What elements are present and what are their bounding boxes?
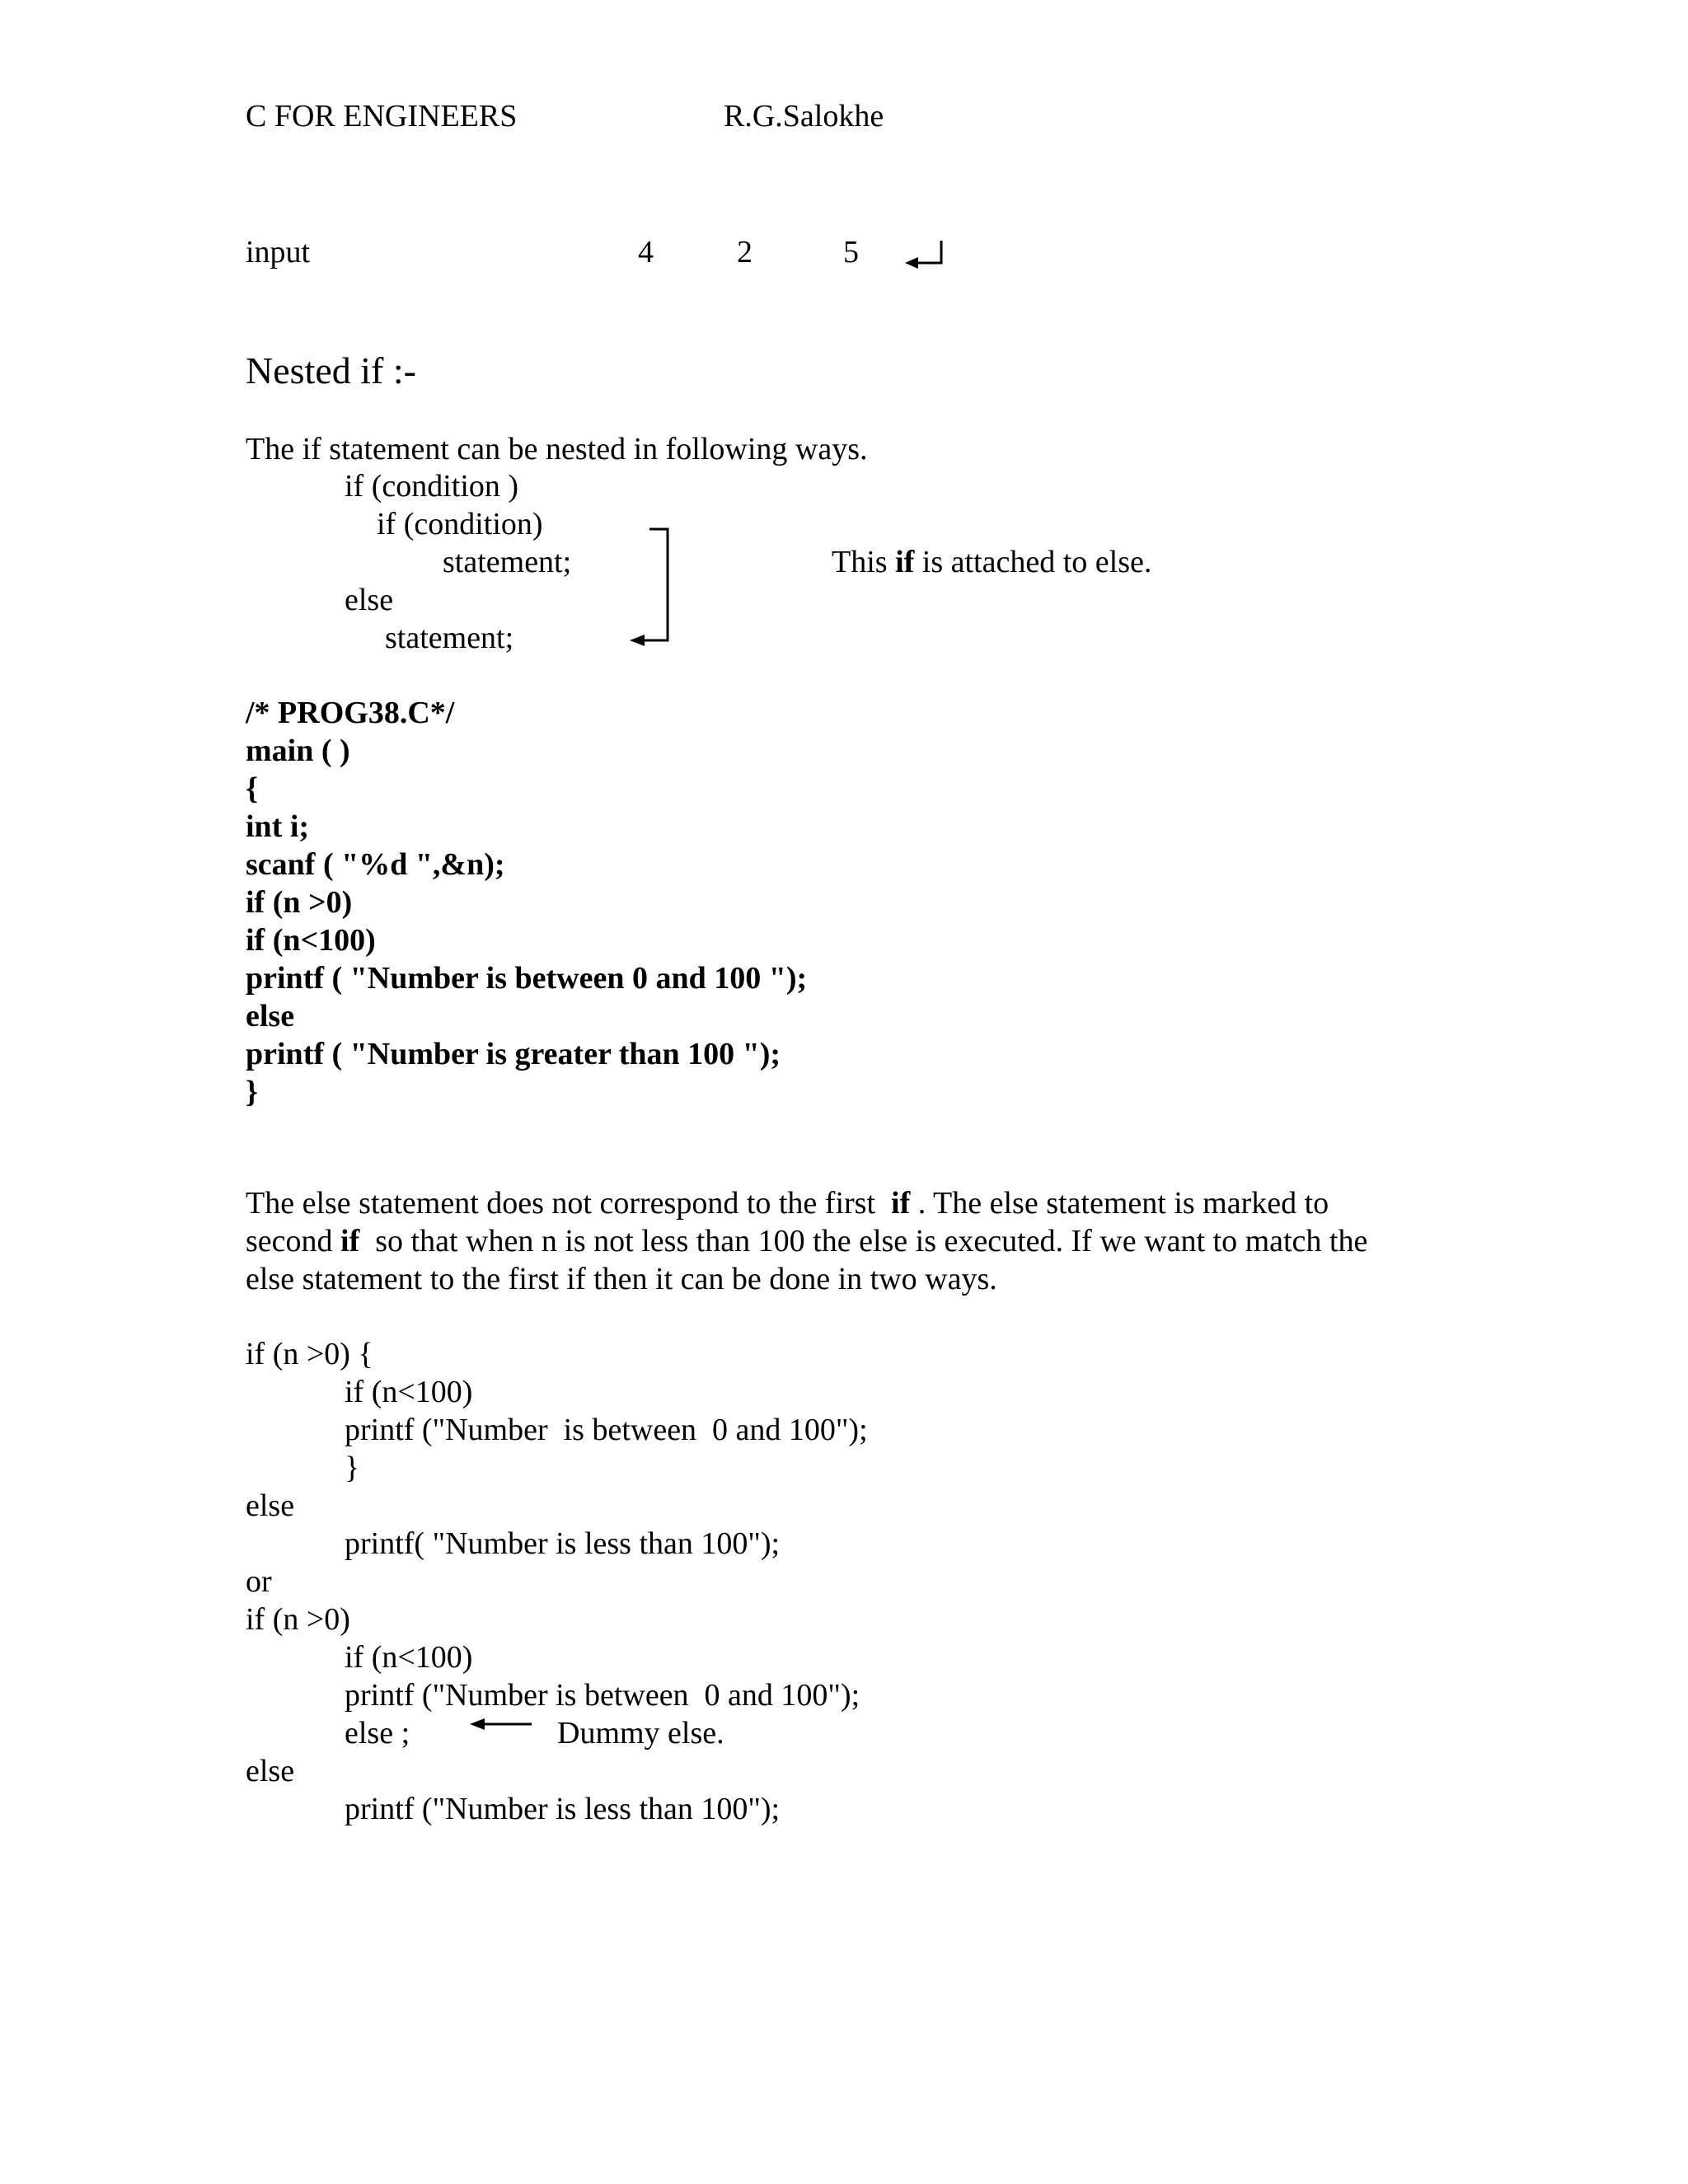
input-value-1: 4 [638, 235, 654, 269]
program-line-1: /* PROG38.C*/ [246, 696, 455, 730]
explanation-line-3: else statement to the first if then it can be done in two ways. [246, 1262, 997, 1296]
header-title: C FOR ENGINEERS [246, 99, 518, 134]
way1-line-6: printf( "Number is less than 100"); [345, 1526, 781, 1561]
way2-line-6: printf ("Number is less than 100"); [345, 1792, 781, 1826]
program-line-4: int i; [246, 809, 310, 844]
input-value-3: 5 [843, 235, 859, 269]
program-line-8: printf ( "Number is between 0 and 100 "); [246, 961, 808, 996]
explanation-line-2: second if so that when n is not less than 100 the else is executed. If we want to match the [246, 1224, 1368, 1258]
way1-line-4: } [345, 1451, 360, 1485]
way2-line-5: else [246, 1754, 295, 1788]
program-line-7: if (n<100) [246, 923, 376, 958]
or-label: or [246, 1564, 272, 1599]
program-line-6: if (n >0) [246, 885, 353, 920]
syntax-line-3: statement; [443, 545, 572, 579]
way1-line-5: else [246, 1488, 295, 1523]
program-line-9: else [246, 999, 295, 1033]
way2-line-2: if (n<100) [345, 1640, 473, 1675]
way1-line-3: printf ("Number is between 0 and 100"); [345, 1413, 868, 1447]
program-line-10: printf ( "Number is greater than 100 "); [246, 1037, 781, 1071]
syntax-line-5: statement; [385, 621, 514, 655]
header-author: R.G.Salokhe [724, 99, 884, 134]
program-line-2: main ( ) [246, 733, 350, 768]
way2-line-4: else ; [345, 1716, 410, 1750]
way2-line-1: if (n >0) [246, 1602, 350, 1637]
program-line-5: scanf ( "%d ",&n); [246, 847, 505, 882]
input-value-2: 2 [737, 235, 753, 269]
program-line-11: } [246, 1075, 258, 1109]
explanation-line-1: The else statement does not correspond to the first if . The else statement is marked to [246, 1186, 1329, 1221]
way1-line-1: if (n >0) { [246, 1337, 373, 1371]
way1-line-2: if (n<100) [345, 1375, 473, 1409]
syntax-line-4: else [345, 583, 394, 617]
program-line-3: { [246, 771, 258, 806]
syntax-line-1: if (condition ) [345, 469, 519, 504]
attachment-note: This if is attached to else. [832, 545, 1152, 579]
dummy-else-label: Dummy else. [557, 1716, 724, 1750]
intro-text: The if statement can be nested in following ways. [246, 432, 868, 466]
section-heading: Nested if :- [246, 349, 416, 391]
syntax-line-2: if (condition) [377, 507, 543, 541]
way2-line-3: printf ("Number is between 0 and 100"); [345, 1678, 860, 1713]
input-label: input [246, 235, 311, 269]
